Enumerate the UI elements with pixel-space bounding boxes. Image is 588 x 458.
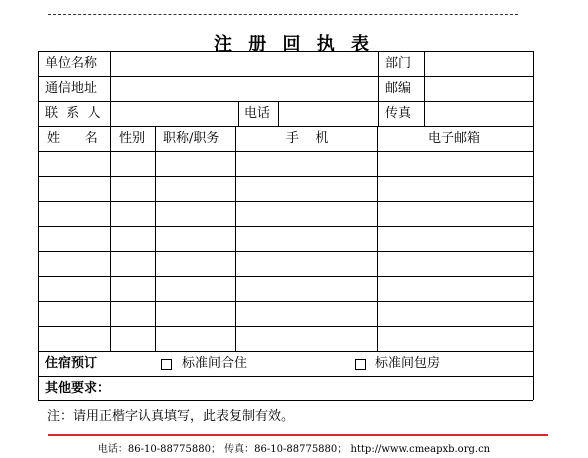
table-line bbox=[238, 101, 239, 126]
top-dashed-rule bbox=[48, 14, 518, 15]
postcode-label: 邮编 bbox=[385, 81, 412, 96]
column-header-title: 职称/职务 bbox=[163, 131, 220, 146]
table-line bbox=[38, 376, 533, 377]
fax-label: 传真 bbox=[385, 106, 412, 121]
table-line bbox=[38, 101, 533, 102]
table-line bbox=[38, 51, 533, 52]
unit-name-label: 单位名称 bbox=[45, 56, 98, 71]
table-line bbox=[38, 76, 533, 77]
form-title: 注 册 回 执 表 bbox=[213, 34, 375, 55]
table-line bbox=[278, 101, 279, 126]
table-line bbox=[424, 51, 425, 126]
address-label: 通信地址 bbox=[45, 81, 98, 96]
table-line bbox=[110, 51, 111, 126]
shared-room-label: 标准间合住 bbox=[182, 356, 248, 371]
table-line bbox=[533, 51, 534, 400]
table-line bbox=[38, 226, 533, 227]
table-line bbox=[378, 51, 379, 126]
table-line bbox=[38, 326, 533, 327]
table-line bbox=[110, 126, 111, 351]
table-line bbox=[155, 126, 156, 351]
form-note: 注：请用正楷字认真填写，此表复制有效。 bbox=[47, 409, 295, 424]
table-line bbox=[38, 251, 533, 252]
table-line bbox=[38, 351, 533, 352]
column-header-name: 姓 名 bbox=[47, 131, 98, 146]
footer-divider bbox=[48, 434, 548, 436]
table-line bbox=[377, 126, 378, 351]
department-label: 部门 bbox=[385, 56, 412, 71]
table-line bbox=[38, 151, 533, 152]
column-header-mobile: 手 机 bbox=[286, 131, 329, 146]
table-line bbox=[38, 176, 533, 177]
table-line bbox=[235, 126, 236, 351]
column-header-gender: 性别 bbox=[119, 131, 146, 146]
other-requirements-label: 其他要求： bbox=[45, 381, 111, 396]
table-line bbox=[38, 201, 533, 202]
private-room-checkbox[interactable] bbox=[355, 359, 366, 370]
table-line bbox=[38, 400, 533, 401]
private-room-label: 标准间包房 bbox=[375, 356, 441, 371]
lodging-label: 住宿预订 bbox=[45, 356, 98, 371]
footer-contact: 电话：86-10-88775880； 传真：86-10-88775880； http://www.cmeapxb.org.cn bbox=[97, 444, 491, 455]
table-line bbox=[38, 276, 533, 277]
column-header-email: 电子邮箱 bbox=[428, 131, 481, 146]
table-line bbox=[38, 301, 533, 302]
phone-label: 电话 bbox=[244, 106, 271, 121]
contact-label: 联 系 人 bbox=[45, 106, 101, 121]
table-line bbox=[38, 51, 39, 400]
shared-room-checkbox[interactable] bbox=[161, 359, 172, 370]
table-line bbox=[38, 126, 533, 127]
